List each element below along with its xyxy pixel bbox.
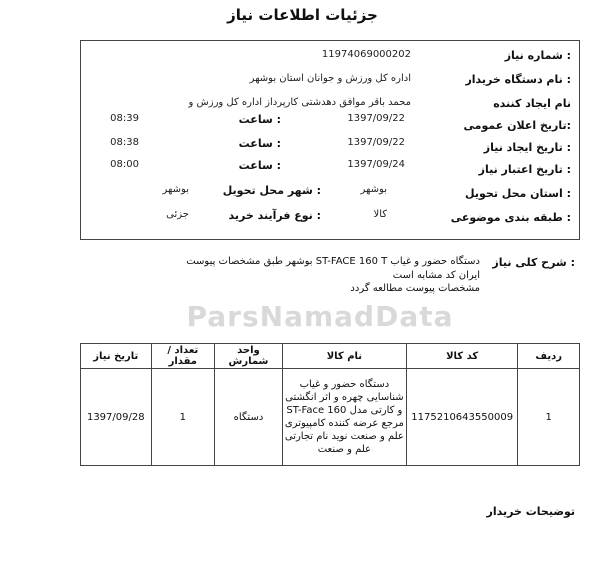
- description-line-2: ایران کد مشابه است: [392, 270, 480, 281]
- row-date: 1397/09/28: [81, 369, 152, 466]
- description-label: شرح کلی نیاز :: [492, 256, 575, 269]
- creator-label: نام ایجاد کننده: [493, 97, 571, 110]
- province-value: بوشهر: [360, 184, 387, 195]
- purchase-type-label: نوع فرآیند خرید :: [228, 209, 321, 222]
- watermark-text: ParsNamadData: [186, 300, 454, 333]
- buyer-org-label: نام دستگاه خریدار :: [465, 73, 571, 86]
- col-header-quantity: تعداد / مقدار: [151, 344, 215, 369]
- row-quantity: 1: [151, 369, 215, 466]
- item-name-line: دستگاه حضور و غیاب: [299, 379, 390, 390]
- validity-time-label: ساعت :: [238, 159, 281, 172]
- row-unit: دستگاه: [215, 369, 283, 466]
- item-name-line: شناسایی چهره و اثر انگشتی: [285, 392, 404, 403]
- created-time-value: 08:38: [110, 137, 139, 148]
- validity-time-value: 08:00: [110, 159, 139, 170]
- announce-date-value: 1397/09/22: [347, 113, 405, 124]
- col-header-date: تاریخ نیاز: [81, 344, 152, 369]
- col-header-unit: واحد شمارش: [215, 344, 283, 369]
- item-name-line: مرجع عرضه کننده کامپیوتری: [284, 418, 404, 429]
- item-name-line: علم و صنعت نوید نام تجارتی: [284, 431, 404, 442]
- page-title: جزئیات اطلاعات نیاز: [227, 6, 378, 24]
- announce-time-label: ساعت :: [238, 113, 281, 126]
- created-date-value: 1397/09/22: [347, 137, 405, 148]
- row-code: 1175210643550009: [406, 369, 518, 466]
- col-header-name: نام کالا: [282, 344, 406, 369]
- buyer-notes-label: توضیحات خریدار: [486, 505, 575, 518]
- buyer-org-value: اداره کل ورزش و جوانان استان بوشهر: [249, 73, 411, 84]
- item-name-line: و کارتی مدل ST-Face 160: [286, 405, 403, 416]
- row-index: 1: [518, 369, 580, 466]
- col-header-index: ردیف: [518, 344, 580, 369]
- description-line-3: مشخصات پیوست مطالعه گردد: [350, 283, 480, 294]
- validity-date-value: 1397/09/24: [347, 159, 405, 170]
- category-value: کالا: [373, 209, 387, 220]
- announce-time-value: 08:39: [110, 113, 139, 124]
- creator-value: محمد باقر موافق دهدشتی کارپرداز اداره کل ورزش و: [188, 97, 411, 108]
- created-date-label: تاریخ ایجاد نیاز :: [483, 141, 571, 154]
- created-time-label: ساعت :: [238, 137, 281, 150]
- validity-date-label: تاریخ اعتبار نیاز :: [478, 163, 571, 176]
- need-number-value: 11974069000202: [321, 49, 411, 60]
- item-name-line: علم و صنعت: [317, 444, 372, 455]
- need-number-label: شماره نیاز :: [504, 49, 571, 62]
- announce-date-label: تاریخ اعلان عمومی:: [463, 119, 571, 132]
- purchase-type-value: جزئی: [166, 209, 189, 220]
- province-label: استان محل تحویل :: [465, 187, 571, 200]
- city-label: شهر محل تحویل :: [222, 184, 321, 197]
- description-line-1: دستگاه حضور و غیاب ST-FACE 160 T بوشهر طبق مشخصات پیوست: [186, 256, 480, 267]
- city-value: بوشهر: [162, 184, 189, 195]
- col-header-code: کد کالا: [406, 344, 518, 369]
- need-info-box: [80, 40, 580, 240]
- row-item-name: [282, 369, 406, 466]
- table-row: [81, 369, 580, 466]
- items-table: [80, 343, 580, 466]
- category-label: طبقه بندی موضوعی :: [450, 211, 571, 224]
